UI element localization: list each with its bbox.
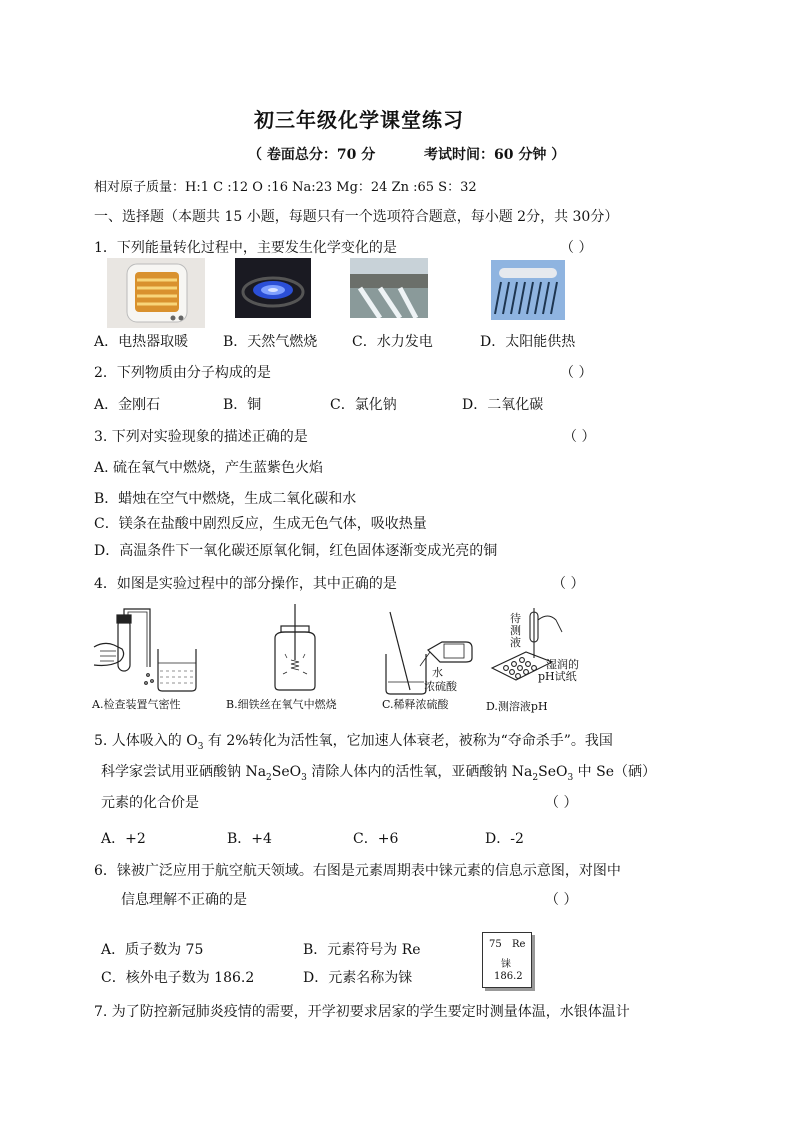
q6-option-a: A．质子数为 75 [101,942,204,958]
q4-caption-c: C.稀释浓硫酸 [382,698,449,711]
q2-stem: 2．下列物质由分子构成的是 [94,365,271,381]
figure-airtightness-check [92,605,212,695]
q3-option-c: C．镁条在盐酸中剧烈反应，生成无色气体，吸收热量 [94,516,427,532]
electric-heater-image [107,258,205,328]
page-title: 初三年级化学课堂练习 [254,108,464,132]
element-mass: 186.2 [494,971,523,982]
q2-option-a: A．金刚石 [94,397,161,413]
q2-option-c: C．氯化钠 [330,397,397,413]
exam-time: 考试时间：60 分钟 ） [424,147,566,163]
q4-label-water: 水 [432,666,443,679]
q4-label-liquid-2: 测 [510,624,521,637]
q4-caption-b: B.细铁丝在氧气中燃烧 [226,698,337,711]
q4-answer-blank[interactable]: （ ） [552,576,585,592]
gas-flame-image [235,258,311,318]
total-score: （ 卷面总分：70 分 [248,147,376,163]
q4-label-liquid-3: 液 [510,636,521,649]
q1-option-d: D．太阳能供热 [480,334,576,350]
atomic-mass-line: 相对原子质量：H:1 C :12 O :16 Na:23 Mg：24 Zn :65 S：32 [94,180,477,195]
element-symbol: Re [512,939,526,950]
q1-option-a: A．电热器取暖 [94,334,189,350]
q5-line2: 科学家尝试用亚硒酸钠 $Na_2SeO_3$ 清除人体内的活性氧，亚硒酸钠 $Na_2SeO_3$ 中 Se（硒） [101,764,656,783]
q4-label-liquid-1: 待 [510,612,521,625]
q5-line1: 5. 人体吸入的 $O_3$ 有 2%转化为活性氧，它加速人体衰老，被称为“夺命杀手”。我国 [94,733,613,752]
q5-line3: 元素的化合价是 [101,795,199,811]
q7-line1: 7. 为了防控新冠肺炎疫情的需要，开学初要求居家的学生要定时测量体温，水银体温计 [94,1004,630,1020]
q5-answer-blank[interactable]: （ ） [545,795,578,811]
q5-option-a: A．+2 [101,831,146,847]
q1-option-b: B．天然气燃烧 [223,334,318,350]
q4-stem: 4．如图是实验过程中的部分操作，其中正确的是 [94,576,397,592]
figure-iron-wire-burning [265,602,325,694]
q1-option-c: C．水力发电 [352,334,433,350]
q6-option-d: D．元素名称为铼 [303,970,413,986]
q5-option-d: D．-2 [485,831,524,847]
q3-option-a: A. 硫在氧气中燃烧，产生蓝紫色火焰 [94,460,324,476]
q4-caption-d: D.测溶液pH [486,700,548,713]
element-number: 75 [489,939,502,950]
q2-option-b: B．铜 [223,397,262,413]
q3-stem: 3. 下列对实验现象的描述正确的是 [94,429,308,445]
q4-label-ph-paper-2: pH试纸 [538,670,577,683]
q3-option-d: D．高温条件下一氧化碳还原氧化铜，红色固体逐渐变成光亮的铜 [94,543,498,559]
q1-answer-blank[interactable]: （ ） [560,240,593,256]
q5-option-c: C．+6 [353,831,399,847]
q6-line1: 6．铼被广泛应用于航空航天领域。右图是元素周期表中铼元素的信息示意图，对图中 [94,863,621,879]
solar-heater-image [491,260,565,320]
element-card-rhenium [482,932,532,988]
q2-answer-blank[interactable]: （ ） [560,365,593,381]
q4-label-acid: 浓硫酸 [424,680,457,693]
q6-option-c: C．核外电子数为 186.2 [101,970,255,986]
q1-stem: 1．下列能量转化过程中，主要发生化学变化的是 [94,240,397,256]
q4-label-ph-paper-1: 湿润的 [546,658,579,671]
q2-option-d: D．二氧化碳 [462,397,544,413]
hydro-dam-image [350,258,428,318]
q3-answer-blank[interactable]: （ ） [563,429,596,445]
section1-heading: 一、选择题（本题共 15 小题，每题只有一个选项符合题意，每小题 2分，共 30分） [94,209,619,225]
q5-option-b: B．+4 [227,831,272,847]
q6-line2: 信息理解不正确的是 [121,892,247,908]
element-name: 铼 [501,959,511,970]
q4-caption-a: A.检查装置气密性 [92,698,181,711]
q3-option-b: B．蜡烛在空气中燃烧，生成二氧化碳和水 [94,491,357,507]
q6-answer-blank[interactable]: （ ） [545,892,578,908]
q6-option-b: B．元素符号为 Re [303,942,421,958]
